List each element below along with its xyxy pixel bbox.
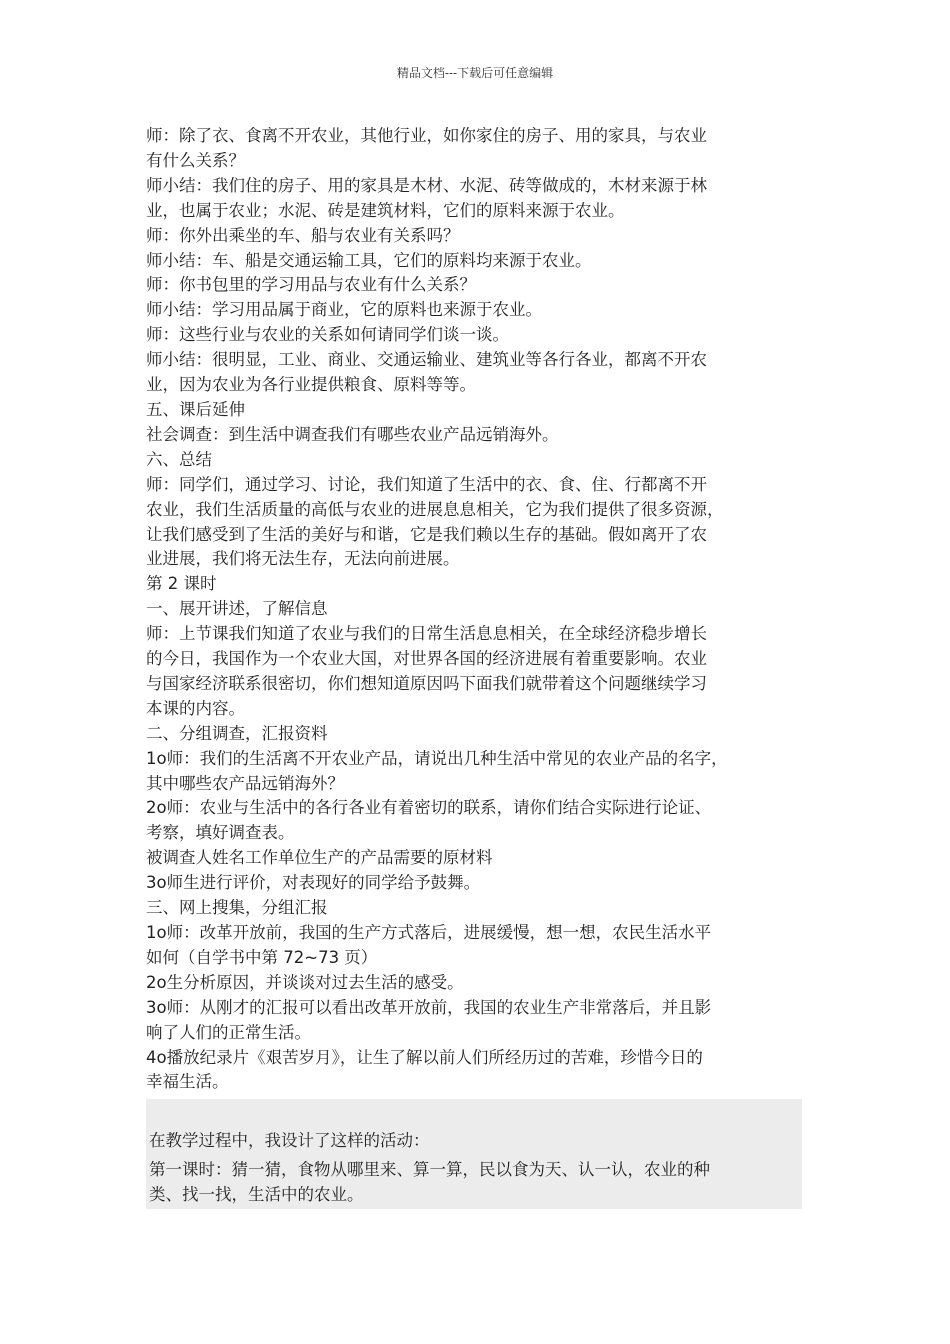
text-line: 师：上节课我们知道了农业与我们的日常生活息息相关，在全球经济稳步增长 bbox=[146, 624, 707, 644]
text-line: 3o师：从刚才的汇报可以看出改革开放前，我国的农业生产非常落后，并且影 bbox=[146, 997, 712, 1017]
section-heading: 六、总结 bbox=[146, 449, 212, 469]
text-line: 1o师：改革开放前，我国的生产方式落后，进展缓慢，想一想，农民生活水平 bbox=[146, 923, 712, 942]
text-line: 被调查人姓名工作单位生产的产品需要的原材料 bbox=[146, 848, 493, 868]
text-line: 师小结：学习用品属于商业，它的原料也来源于农业。 bbox=[146, 300, 542, 320]
text-line: 业，也属于农业；水泥、砖是建筑材料，它们的原料来源于农业。 bbox=[146, 200, 625, 220]
text-line: 3o师生进行评价，对表现好的同学给予鼓舞。 bbox=[146, 873, 481, 893]
highlight-box bbox=[146, 1099, 802, 1209]
section-heading: 三、网上搜集，分组汇报 bbox=[146, 898, 328, 918]
text-line: 2o师：农业与生活中的各行各业有着密切的联系，请你们结合实际进行论证、 bbox=[146, 798, 712, 818]
text-line: 幸福生活。 bbox=[146, 1072, 229, 1092]
text-line: 本课的内容。 bbox=[146, 698, 245, 718]
text-line: 师：你书包里的学习用品与农业有什么关系？ bbox=[146, 275, 476, 295]
text-line: 师小结：很明显，工业、商业、交通运输业、建筑业等各行各业，都离不开农 bbox=[146, 350, 707, 370]
text-line: 业进展，我们将无法生存，无法向前进展。 bbox=[146, 549, 460, 569]
text-line: 其中哪些农产品远销海外？ bbox=[146, 773, 344, 793]
text-line: 业，因为农业为各行业提供粮食、原料等等。 bbox=[146, 375, 476, 395]
text-line: 有什么关系？ bbox=[146, 150, 245, 170]
section-heading: 五、课后延伸 bbox=[146, 399, 245, 419]
text-line: 第一课时：猜一猜，食物从哪里来、算一算，民以食为天、认一认，农业的种 bbox=[149, 1160, 710, 1179]
text-line: 4o播放纪录片《艰苦岁月》，让生了解以前人们所经历过的苦难，珍惜今日的 bbox=[146, 1047, 703, 1067]
text-line: 让我们感受到了生活的美好与和谐，它是我们赖以生存的基础。假如离开了农 bbox=[146, 524, 707, 544]
text-line: 社会调查：到生活中调查我们有哪些农业产品远销海外。 bbox=[146, 424, 559, 444]
text-line: 师：这些行业与农业的关系如何请同学们谈一谈。 bbox=[146, 325, 509, 345]
text-line: 与国家经济联系很密切，你们想知道原因吗下面我们就带着这个问题继续学习 bbox=[146, 673, 707, 693]
text-line: 1o师：我们的生活离不开农业产品，请说出几种生活中常见的农业产品的名字， bbox=[146, 748, 728, 768]
document-body bbox=[146, 124, 808, 1095]
text-line: 考察，填好调查表。 bbox=[146, 823, 295, 843]
page-header: 精品文档---下载后可任意编辑 bbox=[396, 66, 554, 80]
section-heading: 一、展开讲述，了解信息 bbox=[146, 599, 328, 619]
text-line: 师：除了衣、食离不开农业，其他行业，如你家住的房子、用的家具，与农业 bbox=[146, 126, 707, 145]
section-heading: 第 2 课时 bbox=[146, 574, 217, 594]
text-line: 如何（自学书中第 72~73 页） bbox=[146, 947, 378, 967]
text-line: 类、找一找，生活中的农业。 bbox=[149, 1185, 364, 1204]
text-line: 农业，我们生活质量的高低与农业的进展息息相关，它为我们提供了很多资源， bbox=[146, 499, 724, 519]
text-line: 师：你外出乘坐的车、船与农业有关系吗？ bbox=[146, 225, 460, 245]
text-line: 2o生分析原因，并谈谈对过去生活的感受。 bbox=[146, 972, 464, 992]
text-line: 响了人们的正常生活。 bbox=[146, 1022, 311, 1042]
section-heading: 二、分组调查，汇报资料 bbox=[146, 723, 328, 743]
text-line: 的今日，我国作为一个农业大国，对世界各国的经济进展有着重要影响。农业 bbox=[146, 649, 707, 669]
text-line: 师小结：我们住的房子、用的家具是木材、水泥、砖等做成的，木材来源于林 bbox=[146, 175, 707, 195]
text-line: 师：同学们，通过学习、讨论，我们知道了生活中的衣、食、住、行都离不开 bbox=[146, 474, 707, 494]
text-line: 在教学过程中，我设计了这样的活动： bbox=[149, 1131, 430, 1150]
text-line: 师小结：车、船是交通运输工具，它们的原料均来源于农业。 bbox=[146, 250, 592, 270]
